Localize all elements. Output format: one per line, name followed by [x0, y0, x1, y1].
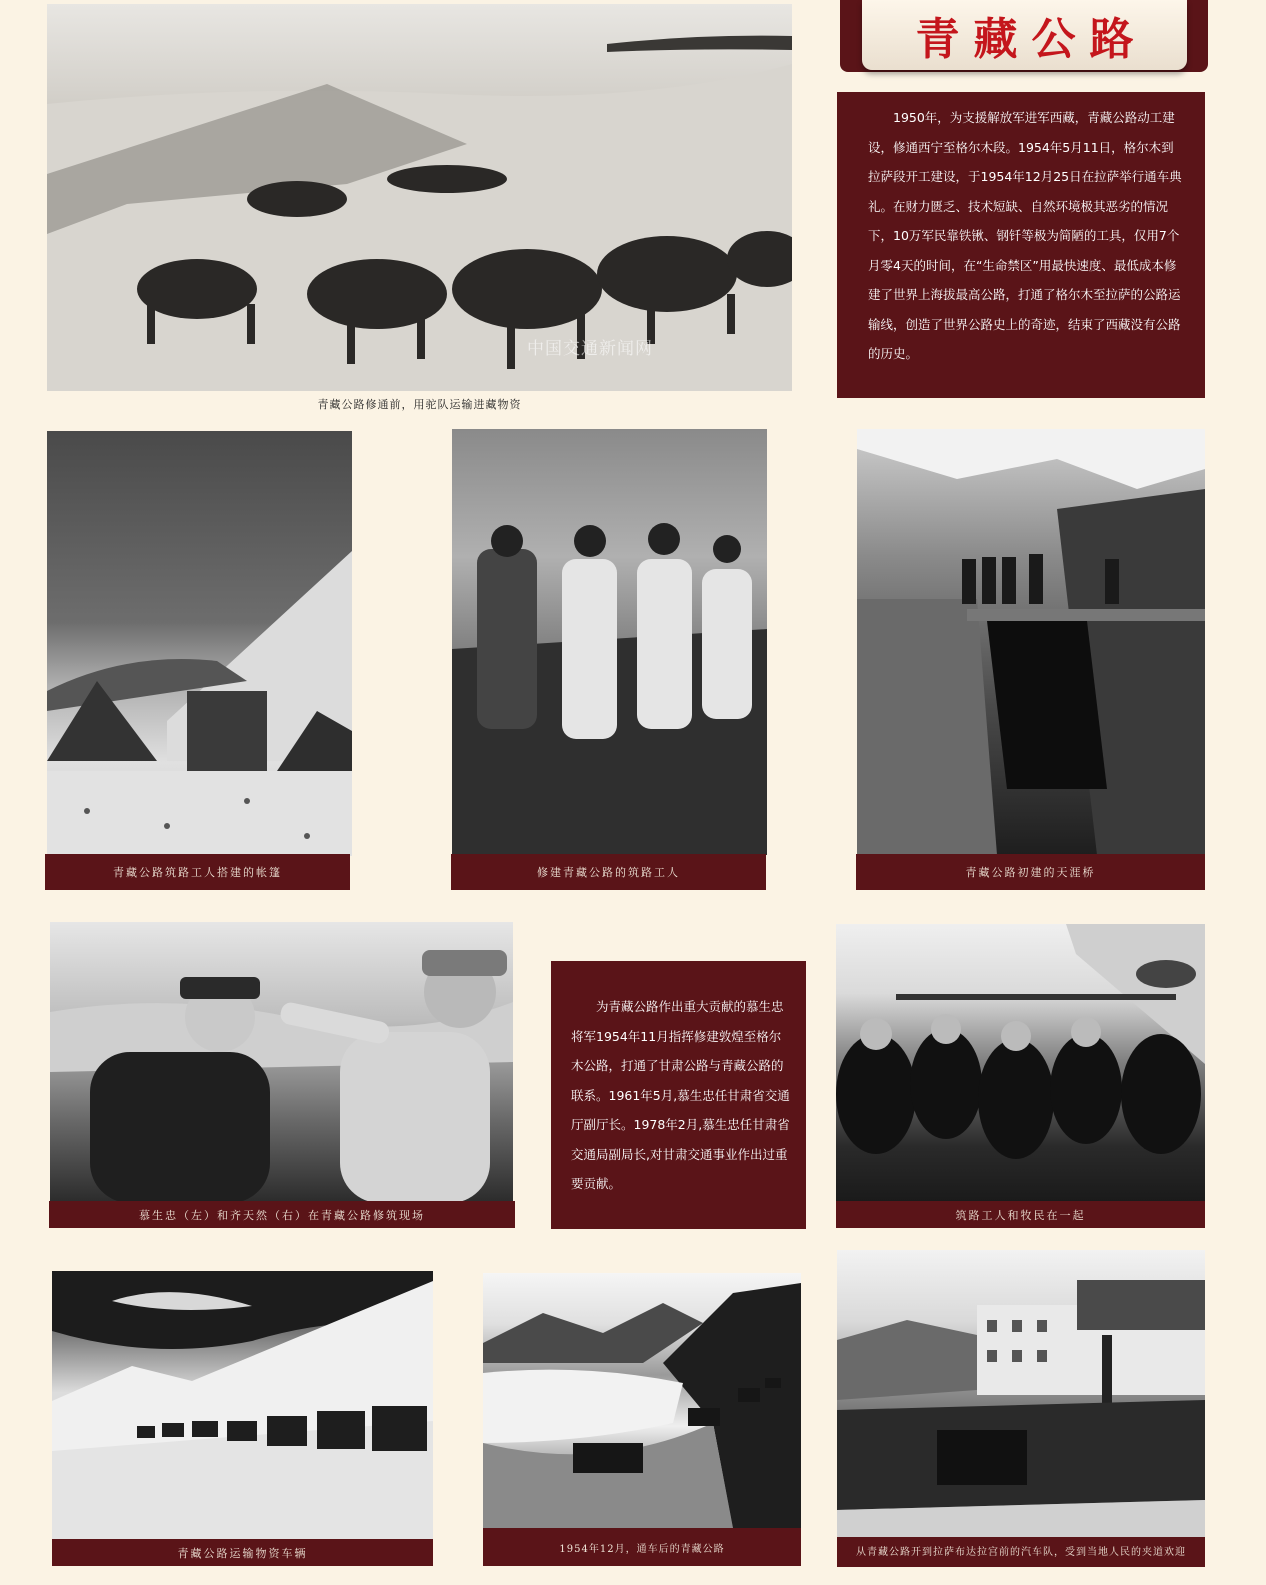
intro-paragraph: 1950年，为支援解放军进军西藏，青藏公路动工建设，修通西宁至格尔木段。1954年5月11日，格尔木到拉萨段开工建设，于1954年12月25日在拉萨举行通车典礼。在财力匮乏、技术短缺、自然环境极其恶劣的情况下，10万军民靠铁锹、钢钎等极为简陋的工具，仅用7个月零4天的时间，在“生命禁区”用最快速度、最低成本修建了世界上海拔最高公路，打通了格尔木至拉萨的公路运输线，创造了世界公路史上的奇迹，结束了西藏没有公路的历史。 — [868, 110, 1182, 361]
caption-generals: 慕生忠（左）和齐天然（右）在青藏公路修筑现场 — [49, 1201, 515, 1228]
caption-bridge: 青藏公路初建的天涯桥 — [856, 854, 1205, 890]
photo-workers — [452, 429, 767, 855]
caption-workers: 修建青藏公路的筑路工人 — [451, 854, 766, 890]
photo-tents — [47, 431, 352, 856]
caption-road-1954: 1954年12月，通车后的青藏公路 — [483, 1528, 801, 1566]
intro-text-box — [837, 92, 1205, 398]
photo-bridge — [857, 429, 1205, 855]
photo-trucks-snow — [52, 1271, 433, 1541]
photo-herders — [836, 924, 1205, 1202]
caption-lhasa: 从青藏公路开到拉萨布达拉宫前的汽车队，受到当地人民的夹道欢迎 — [837, 1537, 1205, 1567]
photo-camel-caravan — [47, 4, 792, 391]
watermark-text: 中国交通新闻网 — [527, 339, 653, 359]
title-banner — [840, 0, 1208, 78]
caption-herders: 筑路工人和牧民在一起 — [836, 1201, 1205, 1228]
title-card — [862, 0, 1187, 70]
caption-tents: 青藏公路筑路工人搭建的帐篷 — [45, 854, 350, 890]
page-title: 青藏公路 — [915, 14, 1148, 65]
caption-camel: 青藏公路修通前，用驼队运输进藏物资 — [317, 398, 522, 411]
photo-road-1954 — [483, 1273, 801, 1528]
mu-paragraph: 为青藏公路作出重大贡献的慕生忠将军1954年11月指挥修建敦煌至格尔木公路，打通了甘肃公路与青藏公路的联系。1961年5月,慕生忠任甘肃省交通厅副厅长。1978年2月,慕生忠任甘肃省交通局副局长,对甘肃交通事业作出过重要贡献。 — [571, 999, 790, 1191]
photo-generals — [50, 922, 513, 1203]
caption-trucks-snow: 青藏公路运输物资车辆 — [52, 1539, 433, 1566]
mu-text-box — [551, 961, 806, 1229]
photo-lhasa — [837, 1250, 1205, 1538]
